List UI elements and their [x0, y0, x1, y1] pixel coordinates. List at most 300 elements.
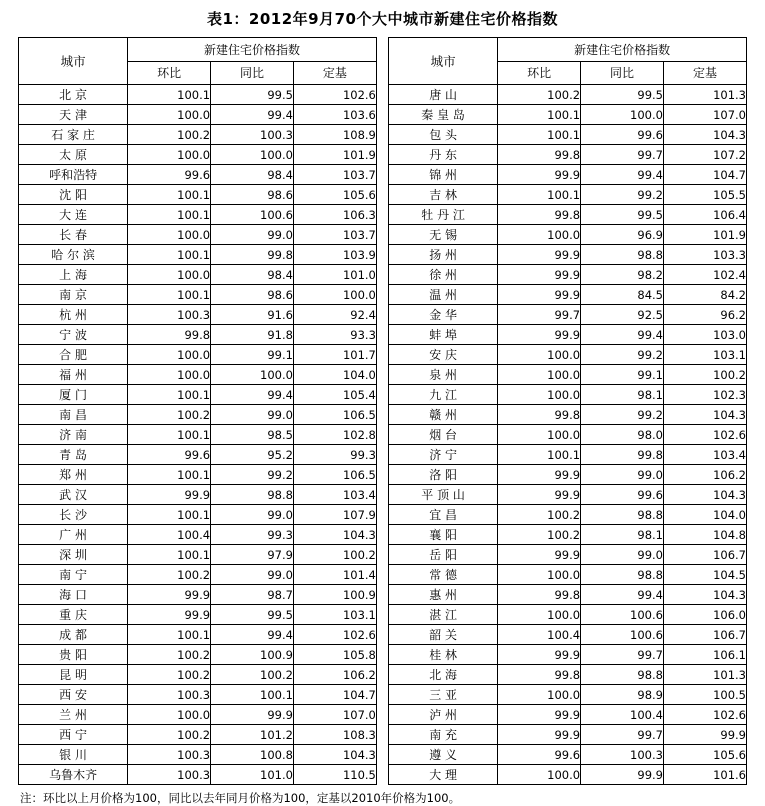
- value-tongbi-right: 99.8: [581, 445, 664, 465]
- value-huanbi-left: 99.6: [128, 165, 211, 185]
- column-gap: [376, 225, 388, 245]
- city-name-left: 广 州: [19, 525, 128, 545]
- city-name-right: 赣 州: [389, 405, 498, 425]
- value-tongbi-left: 99.3: [211, 525, 294, 545]
- value-dingji-left: 107.9: [293, 505, 376, 525]
- city-name-left: 西 安: [19, 685, 128, 705]
- value-huanbi-right: 100.1: [498, 445, 581, 465]
- value-huanbi-left: 100.1: [128, 425, 211, 445]
- value-tongbi-left: 99.0: [211, 505, 294, 525]
- value-tongbi-left: 101.2: [211, 725, 294, 745]
- value-huanbi-right: 100.0: [498, 345, 581, 365]
- city-name-right: 包 头: [389, 125, 498, 145]
- city-name-right: 宜 昌: [389, 505, 498, 525]
- table-row: [19, 265, 747, 285]
- table-row: [19, 405, 747, 425]
- column-gap: [376, 405, 388, 425]
- value-dingji-right: 100.2: [663, 365, 746, 385]
- value-dingji-left: 101.7: [293, 345, 376, 365]
- value-tongbi-right: 99.4: [581, 165, 664, 185]
- value-tongbi-right: 99.2: [581, 185, 664, 205]
- header-sub-dingji-right: 定基: [663, 61, 746, 85]
- table-row: [19, 485, 747, 505]
- value-huanbi-left: 100.2: [128, 645, 211, 665]
- value-tongbi-right: 99.4: [581, 325, 664, 345]
- value-huanbi-left: 99.8: [128, 325, 211, 345]
- column-gap: [376, 505, 388, 525]
- city-name-right: 岳 阳: [389, 545, 498, 565]
- value-huanbi-left: 100.1: [128, 385, 211, 405]
- table-row: [19, 305, 747, 325]
- value-dingji-right: 102.6: [663, 705, 746, 725]
- value-dingji-right: 102.3: [663, 385, 746, 405]
- value-tongbi-left: 99.0: [211, 565, 294, 585]
- column-gap: [376, 185, 388, 205]
- value-huanbi-right: 99.8: [498, 665, 581, 685]
- column-gap: [376, 465, 388, 485]
- column-gap: [376, 525, 388, 545]
- value-tongbi-right: 96.9: [581, 225, 664, 245]
- value-tongbi-left: 101.0: [211, 765, 294, 785]
- value-tongbi-right: 98.2: [581, 265, 664, 285]
- city-name-left: 武 汉: [19, 485, 128, 505]
- table-row: [19, 445, 747, 465]
- table-row: [19, 685, 747, 705]
- value-tongbi-left: 99.5: [211, 605, 294, 625]
- city-name-left: 沈 阳: [19, 185, 128, 205]
- value-tongbi-right: 100.0: [581, 105, 664, 125]
- value-huanbi-left: 100.0: [128, 705, 211, 725]
- value-dingji-right: 103.3: [663, 245, 746, 265]
- value-dingji-left: 104.7: [293, 685, 376, 705]
- city-name-right: 湛 江: [389, 605, 498, 625]
- value-tongbi-left: 99.9: [211, 705, 294, 725]
- header-sub-tongbi-left: 同比: [211, 61, 294, 85]
- value-tongbi-right: 99.5: [581, 205, 664, 225]
- value-dingji-right: 99.9: [663, 725, 746, 745]
- table-row: [19, 565, 747, 585]
- column-gap: [376, 325, 388, 345]
- city-name-right: 惠 州: [389, 585, 498, 605]
- value-tongbi-left: 100.0: [211, 365, 294, 385]
- city-name-left: 银 川: [19, 745, 128, 765]
- value-huanbi-left: 100.3: [128, 685, 211, 705]
- city-name-right: 金 华: [389, 305, 498, 325]
- value-dingji-left: 102.6: [293, 625, 376, 645]
- table-row: [19, 225, 747, 245]
- city-name-right: 蚌 埠: [389, 325, 498, 345]
- table-row: [19, 145, 747, 165]
- value-huanbi-right: 100.2: [498, 505, 581, 525]
- table-row: [19, 605, 747, 625]
- value-dingji-left: 93.3: [293, 325, 376, 345]
- value-huanbi-right: 100.2: [498, 85, 581, 105]
- city-name-left: 哈 尔 滨: [19, 245, 128, 265]
- value-dingji-right: 104.3: [663, 125, 746, 145]
- city-name-left: 昆 明: [19, 665, 128, 685]
- value-dingji-right: 106.1: [663, 645, 746, 665]
- value-dingji-left: 100.2: [293, 545, 376, 565]
- value-huanbi-left: 100.1: [128, 85, 211, 105]
- city-name-left: 杭 州: [19, 305, 128, 325]
- value-huanbi-right: 99.9: [498, 545, 581, 565]
- value-huanbi-right: 100.1: [498, 105, 581, 125]
- header-sub-huanbi-left: 环比: [128, 61, 211, 85]
- city-name-right: 济 宁: [389, 445, 498, 465]
- table-row: [19, 505, 747, 525]
- value-dingji-right: 103.1: [663, 345, 746, 365]
- value-huanbi-left: 100.3: [128, 305, 211, 325]
- city-name-right: 唐 山: [389, 85, 498, 105]
- value-huanbi-right: 100.2: [498, 525, 581, 545]
- city-name-right: 常 德: [389, 565, 498, 585]
- value-huanbi-left: 100.1: [128, 205, 211, 225]
- value-huanbi-right: 99.9: [498, 645, 581, 665]
- city-name-left: 成 都: [19, 625, 128, 645]
- value-huanbi-left: 100.1: [128, 285, 211, 305]
- value-dingji-left: 102.8: [293, 425, 376, 445]
- city-name-left: 上 海: [19, 265, 128, 285]
- value-dingji-left: 104.0: [293, 365, 376, 385]
- value-tongbi-right: 98.1: [581, 525, 664, 545]
- table-row: [19, 585, 747, 605]
- city-name-right: 南 充: [389, 725, 498, 745]
- city-name-left: 长 春: [19, 225, 128, 245]
- value-huanbi-left: 99.6: [128, 445, 211, 465]
- city-name-left: 兰 州: [19, 705, 128, 725]
- value-dingji-left: 110.5: [293, 765, 376, 785]
- page-title: 表1：2012年9月70个大中城市新建住宅价格指数: [207, 10, 558, 28]
- value-tongbi-right: 99.7: [581, 145, 664, 165]
- header-group-left: 新建住宅价格指数: [128, 38, 377, 62]
- value-huanbi-left: 100.1: [128, 185, 211, 205]
- value-tongbi-left: 99.5: [211, 85, 294, 105]
- value-tongbi-right: 92.5: [581, 305, 664, 325]
- city-name-right: 三 亚: [389, 685, 498, 705]
- table-row: [19, 245, 747, 265]
- value-huanbi-right: 99.8: [498, 145, 581, 165]
- column-gap: [376, 685, 388, 705]
- value-huanbi-left: 99.9: [128, 485, 211, 505]
- value-tongbi-left: 97.9: [211, 545, 294, 565]
- value-tongbi-left: 99.0: [211, 405, 294, 425]
- value-dingji-right: 100.5: [663, 685, 746, 705]
- value-dingji-left: 103.7: [293, 225, 376, 245]
- value-huanbi-right: 99.9: [498, 485, 581, 505]
- city-name-left: 天 津: [19, 105, 128, 125]
- value-huanbi-left: 100.1: [128, 245, 211, 265]
- value-dingji-right: 106.7: [663, 625, 746, 645]
- value-huanbi-left: 100.0: [128, 365, 211, 385]
- value-tongbi-right: 99.9: [581, 765, 664, 785]
- value-dingji-right: 84.2: [663, 285, 746, 305]
- value-tongbi-left: 100.8: [211, 745, 294, 765]
- value-dingji-left: 92.4: [293, 305, 376, 325]
- value-tongbi-right: 99.1: [581, 365, 664, 385]
- value-huanbi-right: 99.6: [498, 745, 581, 765]
- city-name-left: 太 原: [19, 145, 128, 165]
- column-gap: [376, 105, 388, 125]
- value-tongbi-right: 98.8: [581, 245, 664, 265]
- value-huanbi-right: 99.9: [498, 725, 581, 745]
- column-gap: [376, 425, 388, 445]
- value-huanbi-left: 100.0: [128, 105, 211, 125]
- value-tongbi-right: 98.8: [581, 505, 664, 525]
- table-row: [19, 125, 747, 145]
- column-gap: [376, 38, 388, 85]
- value-huanbi-left: 100.1: [128, 545, 211, 565]
- value-huanbi-right: 99.9: [498, 465, 581, 485]
- table-row: [19, 705, 747, 725]
- city-name-right: 无 锡: [389, 225, 498, 245]
- value-huanbi-right: 100.0: [498, 765, 581, 785]
- city-name-right: 安 庆: [389, 345, 498, 365]
- value-dingji-left: 107.0: [293, 705, 376, 725]
- table-row: [19, 165, 747, 185]
- value-tongbi-left: 100.6: [211, 205, 294, 225]
- value-tongbi-left: 98.8: [211, 485, 294, 505]
- value-huanbi-right: 100.0: [498, 365, 581, 385]
- column-gap: [376, 365, 388, 385]
- value-huanbi-left: 100.4: [128, 525, 211, 545]
- value-huanbi-right: 99.9: [498, 165, 581, 185]
- table-row: [19, 385, 747, 405]
- table-row: [19, 645, 747, 665]
- value-tongbi-right: 100.4: [581, 705, 664, 725]
- header-sub-tongbi-right: 同比: [581, 61, 664, 85]
- table-row: [19, 105, 747, 125]
- value-huanbi-right: 100.1: [498, 185, 581, 205]
- value-tongbi-left: 98.7: [211, 585, 294, 605]
- value-tongbi-right: 99.7: [581, 725, 664, 745]
- value-huanbi-right: 99.8: [498, 585, 581, 605]
- value-huanbi-right: 99.9: [498, 285, 581, 305]
- value-dingji-right: 107.2: [663, 145, 746, 165]
- table-row: [19, 205, 747, 225]
- table-row: [19, 465, 747, 485]
- header-city-left: 城市: [19, 38, 128, 85]
- value-tongbi-left: 98.4: [211, 165, 294, 185]
- value-huanbi-left: 100.2: [128, 565, 211, 585]
- table-row: [19, 625, 747, 645]
- table-row: [19, 725, 747, 745]
- column-gap: [376, 165, 388, 185]
- table-body: [19, 85, 747, 785]
- column-gap: [376, 145, 388, 165]
- city-name-left: 贵 阳: [19, 645, 128, 665]
- city-name-right: 烟 台: [389, 425, 498, 445]
- value-dingji-left: 106.5: [293, 465, 376, 485]
- table-row: [19, 525, 747, 545]
- header-city-right: 城市: [389, 38, 498, 85]
- value-dingji-right: 101.6: [663, 765, 746, 785]
- value-tongbi-left: 98.4: [211, 265, 294, 285]
- column-gap: [376, 245, 388, 265]
- value-dingji-right: 107.0: [663, 105, 746, 125]
- city-name-left: 石 家 庄: [19, 125, 128, 145]
- value-huanbi-right: 99.8: [498, 405, 581, 425]
- value-huanbi-left: 100.1: [128, 505, 211, 525]
- value-huanbi-right: 100.0: [498, 685, 581, 705]
- city-name-left: 宁 波: [19, 325, 128, 345]
- city-name-right: 遵 义: [389, 745, 498, 765]
- value-huanbi-left: 100.0: [128, 265, 211, 285]
- column-gap: [376, 205, 388, 225]
- value-tongbi-right: 99.0: [581, 545, 664, 565]
- column-gap: [376, 305, 388, 325]
- value-dingji-right: 102.6: [663, 425, 746, 445]
- header-group-right: 新建住宅价格指数: [498, 38, 747, 62]
- price-index-table: [18, 37, 747, 785]
- column-gap: [376, 605, 388, 625]
- city-name-right: 泸 州: [389, 705, 498, 725]
- value-tongbi-right: 99.2: [581, 405, 664, 425]
- value-huanbi-left: 100.0: [128, 345, 211, 365]
- column-gap: [376, 725, 388, 745]
- value-dingji-left: 99.3: [293, 445, 376, 465]
- city-name-left: 厦 门: [19, 385, 128, 405]
- value-dingji-left: 106.3: [293, 205, 376, 225]
- value-dingji-right: 106.2: [663, 465, 746, 485]
- value-tongbi-left: 99.1: [211, 345, 294, 365]
- value-tongbi-left: 100.9: [211, 645, 294, 665]
- value-dingji-right: 101.3: [663, 85, 746, 105]
- value-dingji-right: 104.3: [663, 405, 746, 425]
- city-name-right: 秦 皇 岛: [389, 105, 498, 125]
- city-name-left: 青 岛: [19, 445, 128, 465]
- city-name-right: 九 江: [389, 385, 498, 405]
- city-name-left: 南 宁: [19, 565, 128, 585]
- value-dingji-right: 104.8: [663, 525, 746, 545]
- table-row: [19, 345, 747, 365]
- value-huanbi-right: 100.4: [498, 625, 581, 645]
- table-row: [19, 665, 747, 685]
- table-row: [19, 85, 747, 105]
- value-dingji-left: 103.1: [293, 605, 376, 625]
- column-gap: [376, 665, 388, 685]
- value-tongbi-right: 98.8: [581, 565, 664, 585]
- city-name-right: 洛 阳: [389, 465, 498, 485]
- value-tongbi-left: 98.6: [211, 285, 294, 305]
- value-huanbi-right: 100.0: [498, 425, 581, 445]
- column-gap: [376, 345, 388, 365]
- city-name-left: 重 庆: [19, 605, 128, 625]
- value-dingji-right: 105.6: [663, 745, 746, 765]
- city-name-right: 平 顶 山: [389, 485, 498, 505]
- value-dingji-left: 103.4: [293, 485, 376, 505]
- value-huanbi-left: 100.3: [128, 745, 211, 765]
- value-tongbi-left: 100.3: [211, 125, 294, 145]
- value-tongbi-right: 99.0: [581, 465, 664, 485]
- table-row: [19, 425, 747, 445]
- value-tongbi-left: 99.4: [211, 105, 294, 125]
- column-gap: [376, 485, 388, 505]
- city-name-left: 福 州: [19, 365, 128, 385]
- value-tongbi-left: 95.2: [211, 445, 294, 465]
- city-name-left: 南 昌: [19, 405, 128, 425]
- column-gap: [376, 85, 388, 105]
- value-dingji-left: 106.2: [293, 665, 376, 685]
- value-tongbi-left: 99.2: [211, 465, 294, 485]
- value-tongbi-right: 99.6: [581, 485, 664, 505]
- value-dingji-left: 106.5: [293, 405, 376, 425]
- value-dingji-right: 106.0: [663, 605, 746, 625]
- value-huanbi-left: 100.2: [128, 665, 211, 685]
- value-dingji-left: 105.6: [293, 185, 376, 205]
- column-gap: [376, 565, 388, 585]
- value-dingji-left: 108.9: [293, 125, 376, 145]
- value-tongbi-right: 100.6: [581, 605, 664, 625]
- value-dingji-right: 101.9: [663, 225, 746, 245]
- city-name-right: 锦 州: [389, 165, 498, 185]
- value-tongbi-left: 100.1: [211, 685, 294, 705]
- value-dingji-right: 104.0: [663, 505, 746, 525]
- column-gap: [376, 625, 388, 645]
- city-name-right: 吉 林: [389, 185, 498, 205]
- value-tongbi-left: 99.0: [211, 225, 294, 245]
- city-name-left: 大 连: [19, 205, 128, 225]
- city-name-left: 南 京: [19, 285, 128, 305]
- city-name-right: 大 理: [389, 765, 498, 785]
- table-header: [19, 38, 747, 85]
- value-huanbi-left: 99.9: [128, 605, 211, 625]
- value-tongbi-right: 99.5: [581, 85, 664, 105]
- city-name-right: 温 州: [389, 285, 498, 305]
- header-sub-dingji-left: 定基: [293, 61, 376, 85]
- value-dingji-left: 103.7: [293, 165, 376, 185]
- value-dingji-right: 104.7: [663, 165, 746, 185]
- value-tongbi-left: 99.4: [211, 625, 294, 645]
- city-name-left: 呼和浩特: [19, 165, 128, 185]
- city-name-right: 襄 阳: [389, 525, 498, 545]
- city-name-right: 泉 州: [389, 365, 498, 385]
- column-gap: [376, 705, 388, 725]
- value-dingji-left: 104.3: [293, 745, 376, 765]
- value-dingji-left: 108.3: [293, 725, 376, 745]
- city-name-right: 韶 关: [389, 625, 498, 645]
- table-note: 注：环比以上月价格为100，同比以去年同月价格为100，定基以2010年价格为100。: [20, 791, 461, 805]
- value-tongbi-left: 100.2: [211, 665, 294, 685]
- city-name-right: 北 海: [389, 665, 498, 685]
- value-dingji-right: 103.0: [663, 325, 746, 345]
- value-dingji-left: 104.3: [293, 525, 376, 545]
- value-huanbi-right: 99.9: [498, 265, 581, 285]
- value-huanbi-right: 100.0: [498, 225, 581, 245]
- value-tongbi-right: 99.4: [581, 585, 664, 605]
- city-name-left: 郑 州: [19, 465, 128, 485]
- value-dingji-left: 103.9: [293, 245, 376, 265]
- city-name-right: 徐 州: [389, 265, 498, 285]
- column-gap: [376, 445, 388, 465]
- city-name-left: 海 口: [19, 585, 128, 605]
- table-row: [19, 285, 747, 305]
- value-huanbi-left: 100.0: [128, 145, 211, 165]
- city-name-left: 西 宁: [19, 725, 128, 745]
- city-name-left: 长 沙: [19, 505, 128, 525]
- table-row: [19, 185, 747, 205]
- value-dingji-left: 101.0: [293, 265, 376, 285]
- city-name-left: 济 南: [19, 425, 128, 445]
- value-huanbi-right: 99.9: [498, 705, 581, 725]
- value-tongbi-right: 100.6: [581, 625, 664, 645]
- value-tongbi-right: 99.2: [581, 345, 664, 365]
- value-tongbi-right: 100.3: [581, 745, 664, 765]
- city-name-right: 桂 林: [389, 645, 498, 665]
- column-gap: [376, 265, 388, 285]
- value-huanbi-left: 100.3: [128, 765, 211, 785]
- value-dingji-right: 105.5: [663, 185, 746, 205]
- value-tongbi-left: 99.8: [211, 245, 294, 265]
